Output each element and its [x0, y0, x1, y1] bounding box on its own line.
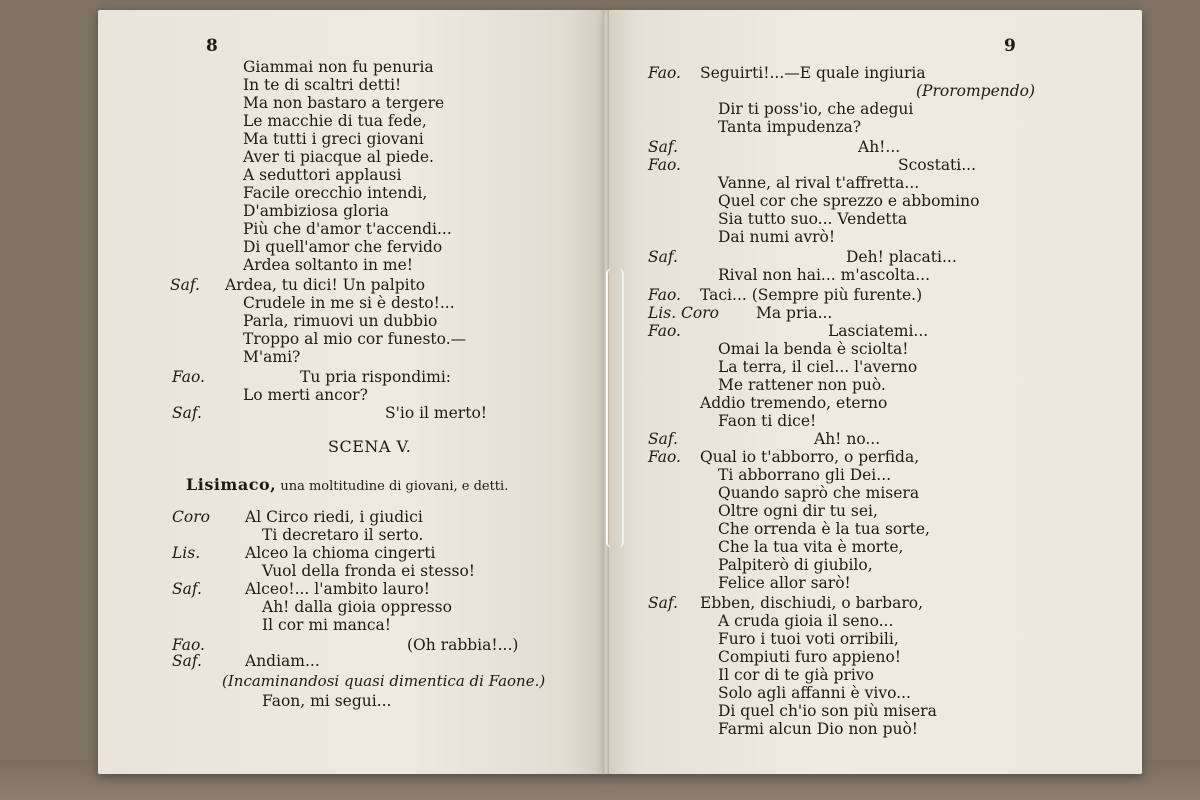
dialogue-line: S'io il merto!	[385, 404, 488, 422]
dialogue-line: Al Circo riedi, i giudici	[245, 508, 423, 526]
speaker-label: Saf.	[648, 594, 678, 612]
speaker-label: Saf.	[170, 276, 200, 294]
speaker-label: Saf.	[648, 248, 678, 266]
verse-line: Facile orecchio intendi,	[243, 184, 428, 202]
dialogue-line: Vuol della fronda ei stesso!	[262, 562, 476, 580]
left-page	[98, 10, 606, 774]
speaker-label: Fao.	[172, 636, 205, 654]
dialogue-line: Troppo al mio cor funesto.—	[243, 330, 467, 348]
dialogue-line: Ah! dalla gioia oppresso	[262, 598, 452, 616]
dialogue-line: Dir ti poss'io, che adegui	[718, 100, 914, 118]
dialogue-line: Furo i tuoi voti orribili,	[718, 630, 899, 648]
verse-line: D'ambiziosa gloria	[243, 202, 389, 220]
speaker-label: Saf.	[172, 580, 202, 598]
dialogue-line: Ah! no...	[814, 430, 881, 448]
dialogue-line: Faon ti dice!	[718, 412, 817, 430]
dialogue-line: Seguirti!...—E quale ingiuria	[700, 64, 926, 82]
verse-line: Più che d'amor t'accendi...	[243, 220, 452, 238]
stage-direction: (Prorompendo)	[916, 82, 1036, 100]
dialogue-line: Crudele in me si è desto!...	[243, 294, 455, 312]
speaker-label: Fao.	[648, 322, 681, 340]
stage-direction: (Incaminandosi quasi dimentica di Faone.)	[222, 672, 546, 690]
speaker-label: Lis. Coro	[648, 304, 719, 322]
scene-title: SCENA V.	[328, 437, 412, 456]
characters-line	[186, 475, 508, 494]
dialogue-line: Felice allor sarò!	[718, 574, 851, 592]
speaker-label: Saf.	[172, 404, 202, 422]
dialogue-line: Ardea, tu dici! Un palpito	[225, 276, 426, 294]
dialogue-line: Me rattener non può.	[718, 376, 886, 394]
characters-rest: una moltitudine di giovani, e detti.	[280, 479, 509, 494]
dialogue-line: Tanta impudenza?	[718, 118, 862, 136]
dialogue-line: Scostati...	[898, 156, 977, 174]
dialogue-line: Addio tremendo, eterno	[700, 394, 888, 412]
verse-line: A seduttori applausi	[243, 166, 402, 184]
dialogue-line: Parla, rimuovi un dubbio	[243, 312, 438, 330]
speaker-label: Saf.	[172, 652, 202, 670]
dialogue-line: Ti decretaro il serto.	[262, 526, 424, 544]
verse-line: Le macchie di tua fede,	[243, 112, 427, 130]
speaker-label: Saf.	[648, 138, 678, 156]
speaker-label: Fao.	[648, 286, 681, 304]
dialogue-line: Alceo la chioma cingerti	[245, 544, 436, 562]
dialogue-line: Omai la benda è sciolta!	[718, 340, 909, 358]
verse-line: Aver ti piacque al piede.	[243, 148, 434, 166]
dialogue-line: Alceo!... l'ambito lauro!	[245, 580, 430, 598]
dialogue-line: Taci... (Sempre più furente.)	[700, 286, 923, 304]
dialogue-line: Di quel ch'io son più misera	[718, 702, 937, 720]
speaker-label: Fao.	[648, 448, 681, 466]
dialogue-line: Andiam...	[245, 652, 320, 670]
speaker-label: Fao.	[648, 156, 681, 174]
dialogue-line: Faon, mi segui...	[262, 692, 392, 710]
dialogue-line: Rival non hai... m'ascolta...	[718, 266, 930, 284]
speaker-label: Coro	[172, 508, 210, 526]
page-number-left: 8	[206, 36, 218, 56]
speaker-label: Fao.	[648, 64, 681, 82]
dialogue-line: Solo agli affanni è vivo...	[718, 684, 911, 702]
binding-thread	[606, 268, 624, 548]
verse-line: In te di scaltri detti!	[243, 76, 402, 94]
dialogue-line: Ebben, dischiudi, o barbaro,	[700, 594, 924, 612]
dialogue-line: Qual io t'abborro, o perfida,	[700, 448, 920, 466]
verse-line: Giammai non fu penuria	[243, 58, 434, 76]
dialogue-line: Sia tutto suo... Vendetta	[718, 210, 908, 228]
dialogue-line: Lasciatemi...	[828, 322, 929, 340]
page-number-right: 9	[1004, 36, 1016, 56]
character-name: Lisimaco,	[186, 475, 277, 494]
dialogue-line: Lo merti ancor?	[243, 386, 368, 404]
dialogue-line: Farmi alcun Dio non può!	[718, 720, 919, 738]
speaker-label: Lis.	[172, 544, 201, 562]
dialogue-line: Compiuti furo appieno!	[718, 648, 902, 666]
dialogue-line: La terra, il ciel... l'averno	[718, 358, 918, 376]
verse-line: Ardea soltanto in me!	[243, 256, 414, 274]
dialogue-line: Quando saprò che misera	[718, 484, 920, 502]
dialogue-line: Il cor di te già privo	[718, 666, 874, 684]
dialogue-line: Vanne, al rival t'affretta...	[718, 174, 920, 192]
verse-line: Ma non bastaro a tergere	[243, 94, 445, 112]
dialogue-line: Palpiterò di giubilo,	[718, 556, 873, 574]
speaker-label: Fao.	[172, 368, 205, 386]
right-page	[606, 10, 1142, 774]
dialogue-line: Il cor mi manca!	[262, 616, 392, 634]
dialogue-line: Quel cor che sprezzo e abbomino	[718, 192, 980, 210]
dialogue-line: Ah!...	[858, 138, 901, 156]
dialogue-line: Deh! placati...	[846, 248, 957, 266]
verse-line: Di quell'amor che fervido	[243, 238, 443, 256]
dialogue-line: Ti abborrano gli Dei...	[718, 466, 892, 484]
dialogue-line: Che la tua vita è morte,	[718, 538, 904, 556]
verse-line: Ma tutti i greci giovani	[243, 130, 424, 148]
dialogue-line: Dai numi avrò!	[718, 228, 836, 246]
dialogue-line: (Oh rabbia!...)	[407, 636, 519, 654]
dialogue-line: Tu pria rispondimi:	[300, 368, 452, 386]
dialogue-line: A cruda gioia il seno...	[718, 612, 894, 630]
dialogue-line: Ma pria...	[756, 304, 833, 322]
dialogue-line: Che orrenda è la tua sorte,	[718, 520, 930, 538]
speaker-label: Saf.	[648, 430, 678, 448]
dialogue-line: Oltre ogni dir tu sei,	[718, 502, 878, 520]
dialogue-line: M'ami?	[243, 348, 301, 366]
